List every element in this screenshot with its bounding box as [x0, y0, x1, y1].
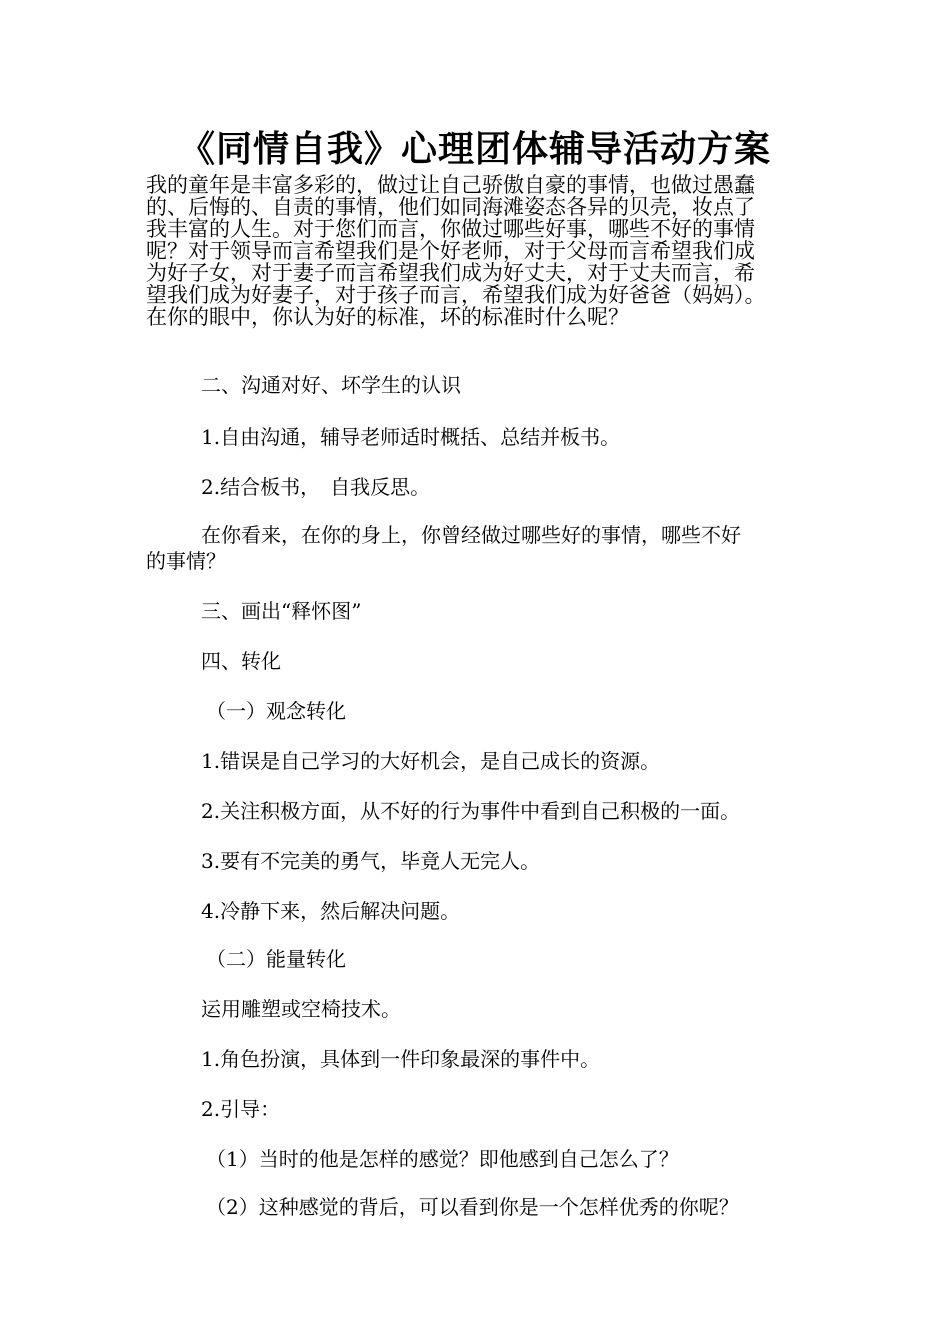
subsection-heading-1: （一）观念转化	[206, 699, 346, 723]
document-title: 《同情自我》心理团体辅导活动方案	[178, 129, 771, 170]
section-heading-2: 二、沟通对好、坏学生的认识	[201, 373, 461, 397]
list-item: 4.冷静下来，然后解决问题。	[201, 899, 461, 923]
intro-line: 望我们成为好妻子，对于孩子而言，希望我们成为好爸爸（妈妈）。	[146, 283, 766, 307]
subsection-heading-2: （二）能量转化	[206, 947, 346, 971]
intro-line: 为好子女，对于妻子而言希望我们成为好丈夫，对于丈夫而言，希	[146, 261, 755, 285]
list-item: 1.自由沟通，辅导老师适时概括、总结并板书。	[201, 425, 621, 449]
intro-line: 我的童年是丰富多彩的，做过让自己骄傲自豪的事情，也做过愚蠢	[146, 173, 755, 197]
question-item: （1）当时的他是怎样的感觉？即他感到自己怎么了？	[206, 1147, 679, 1171]
intro-line: 我丰富的人生。对于您们而言，你做过哪些好事，哪些不好的事情	[146, 217, 755, 241]
list-item: 3.要有不完美的勇气，毕竟人无完人。	[201, 849, 541, 873]
list-item: 2.关注积极方面，从不好的行为事件中看到自己积极的一面。	[201, 799, 741, 823]
section-heading-3: 三、画出“释怀图”	[201, 599, 362, 623]
reflection-line-1: 在你看来，在你的身上，你曾经做过哪些好的事情，哪些不好	[201, 523, 741, 547]
intro-paragraph	[146, 174, 826, 328]
question-item: （2）这种感觉的背后，可以看到你是一个怎样优秀的你呢？	[206, 1195, 739, 1219]
list-item: 1.角色扮演，具体到一件印象最深的事件中。	[201, 1047, 601, 1071]
section-heading-4: 四、转化	[201, 649, 281, 673]
reflection-line-2: 的事情？	[146, 549, 226, 573]
technique-text: 运用雕塑或空椅技术。	[201, 997, 401, 1021]
intro-line: 在你的眼中，你认为好的标准，坏的标准时什么呢？	[146, 305, 629, 329]
list-item: 2.结合板书， 自我反思。	[201, 475, 431, 499]
list-item: 1.错误是自己学习的大好机会，是自己成长的资源。	[201, 749, 661, 773]
list-item: 2.引导：	[201, 1097, 281, 1121]
intro-line: 呢？对于领导而言希望我们是个好老师，对于父母而言希望我们成	[146, 239, 755, 263]
intro-line: 的、后悔的、自责的事情，他们如同海滩姿态各异的贝壳，妆点了	[146, 195, 755, 219]
